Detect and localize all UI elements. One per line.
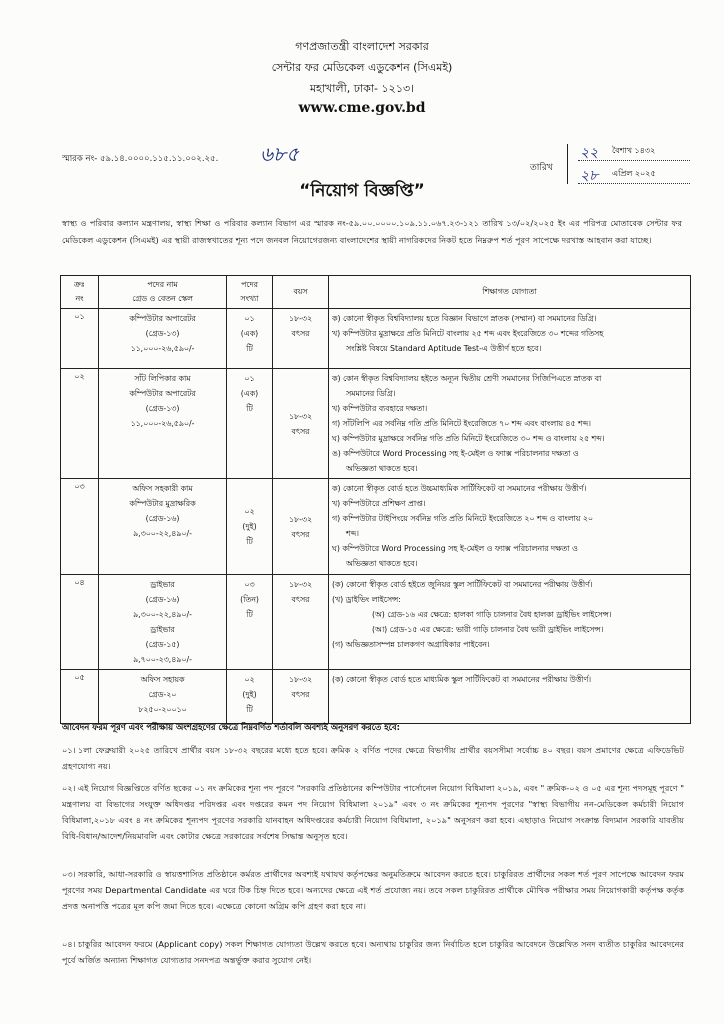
row-post: অফিস সহায়ক গ্রেড-২০ ৮২৫০-২০০১০ [99, 670, 227, 724]
rule-text: ১লা ফেব্রুয়ারী ২০২৫ তারিখে প্রার্থীর বয়স ১৮-৩২ বছরের মধ্যে হতে হবে। ক্রমিক ২ বর্ণিত পদের ক্ষেত্রে বিভাগীয় প্রার্থীর বয়সসীমা সর্বোচ্চ ৪০ বছর। বয়স প্রমাণের ক্ষেত্রে এফিডেভিট গ্রহণযোগ্য নয়। [62, 745, 684, 771]
header-post: পদের নাম গ্রেড ও বেতন স্কেল [99, 276, 227, 309]
row-count: ০৩ (তিন) টি [227, 575, 273, 670]
date-label: তারিখ [530, 163, 553, 173]
rule-item [62, 780, 684, 844]
header-count: পদের সংখ্যা [227, 276, 273, 309]
date-bangla-day: ২২ [580, 145, 599, 161]
org-website[interactable]: www.cme.gov.bd [298, 100, 426, 116]
rule-number: ০৪। [62, 939, 76, 949]
date-bangla-month: বৈশাখ ১৪৩২ [612, 146, 656, 155]
rule-number: ০২। [62, 783, 76, 793]
rule-item [62, 742, 684, 774]
row-count: ০১ (এক) টি [227, 309, 273, 369]
date-divider [578, 160, 690, 161]
intro-paragraph: স্বাস্থ্য ও পরিবার কল্যান মন্ত্রণালয়, স্বাস্থ্য শিক্ষা ও পরিবার কল্যান বিভাগ এর স্মারক নং-৫৯.০০.০০০০.১০৯.১১.০৬৭.২৩-১২১ তারিখ ১৩/০২/২০২৫ ইং এর পরিপত্র মোতাবেক সেন্টার ফর মেডিকেল এডুকেশন (সিএমই) এর স্থায়ী রাজস্বখাতের শূন্য পদে জনবল নিয়োগেরজন্য বাংলাদেশের স্থায়ী নাগরিকদের নিকট হতে নিম্নরুপ শর্ত পূরণ সাপেক্ষে দরখাস্ত আহবান করা যাচ্ছে। [62, 218, 682, 245]
row-serial: ০২ [61, 369, 99, 479]
row-count: ০২ (দুই) টি [227, 479, 273, 575]
row-age: ১৮-৩২ বৎসর [273, 479, 329, 575]
row-qualification: (ক) কোনো স্বীকৃত বোর্ড হতে মাধ্যমিক স্কুল সার্টিফিকেট বা সমমানের পরীক্ষায় উত্তীর্ণ। [329, 670, 691, 724]
rule-text: সরকারি, আধা-সরকারি ও স্বায়ত্তশাসিত প্রতিষ্ঠানে কর্মরত প্রার্থীদের অবশ্যই যথাযথ কর্তৃপক্ষের অনুমতিক্রমে আবেদন করতে হবে। চাকুরিরত প্রার্থীদের সকল শর্ত পূরণ সাপেক্ষে আবেদন ফরম পূরণের সময় Departmental Candidate এর ঘরে টিক চিহ্ন দিতে হবে। অন্যদের ক্ষেত্রে এই শর্ত প্রযোজ্য নয়। তবে সকল চাকুরিরত প্রার্থীকে মৌখিক পরীক্ষার সময় নিয়োগকারী কর্তৃপক্ষ কর্তৃক প্রদত্ত অনাপত্তি পত্রের মূল কপি জমা দিতে হবে। এক্ষেত্রে কোনো অগ্রিম কপি গ্রহণ করা হবে না। [62, 869, 684, 911]
notice-title: “নিয়োগ বিজ্ঞপ্তি” [299, 181, 425, 201]
org-name: সেন্টার ফর মেডিকেল এডুকেশন (সিএমই) [271, 61, 453, 74]
rules-title: আবেদন ফরম পূরণ এবং পরীক্ষায় অংশগ্রহণের ক্ষেত্রে নিম্নবর্ণিত শর্তাবলি অবশ্যই অনুসরণ করতে হবে: [62, 722, 401, 732]
row-age: ১৮-৩২ বৎসর [273, 670, 329, 724]
row-age: ১৮-৩২ বৎসর [273, 309, 329, 369]
rule-text: এই নিয়োগ বিজ্ঞপ্তিতে বর্ণিত ছকের ০১ নং ক্রমিকের শূন্য পদ পূরণে "সরকারি প্রতিষ্ঠানের কম্পিউটার পার্সোনেল নিয়োগ বিধিমালা ২০১৯, এবং " ক্রমিক-০২ ও ০৫ এর শূন্য পদসমূহ পূরণে " মন্ত্রণালয় বা বিভাগের সংযুক্ত অধিদপ্তর পরিদপ্তর এবং দপ্তরের কমন পদ নিয়োগ বিধিমালা ২০১৯" এবং ৩ নং ক্রমিকের শূন্যপদ পূরণের "স্বাস্থ্য বিভাগীয় নন-মেডিকেল কর্মচারী নিয়োগ বিধিমালা,২০১৮ এবং ৪ নং ক্রমিকের শূন্যপদ পূরণের সরকারি যানবাহন অধিদপ্তরের কর্মচারী নিয়োগ বিধিমালা, ২০১৯" অনুসরণ করা হবে। এছাড়াও নিয়োগ সংক্রান্ত বিদ্যমান সরকারি যাবতীয় বিধি-বিধান/আদেশ/নিয়মাবলি এবং কোটার ক্ষেত্রে সরকারের সর্বশেষ সিদ্ধান্ত অনুসৃত হবে। [62, 783, 684, 841]
rule-item [62, 936, 684, 968]
table-row [61, 369, 691, 479]
vacancy-table [60, 275, 691, 724]
row-serial: ০৩ [61, 479, 99, 575]
memo-number: স্মারক নং- ৫৯.১৪.০০০০.১১৫.১১.০০২.২৫. [62, 154, 219, 164]
row-count: ০১ (এক) টি [227, 369, 273, 479]
header-serial: ক্রঃ নং [61, 276, 99, 309]
row-qualification: ক) কোন স্বীকৃত বিশ্ববিদ্যালয় হইতে অন্যূন দ্বিতীয় শ্রেণী সমমানের সিজিপিএতে স্নাতক বা সমমানের ডিগ্রি। খ) কম্পিউটার ব্যবহারে দক্ষতা। গ) সাঁটলিপি এর সর্বনিম্ন গতি প্রতি মিনিটে ইংরেজিতে ৭০ শব্দ এবং বাংলায় ৪৫ শব্দ। ঘ) কম্পিউটার মুদ্রাক্ষরে সর্বনিম্ন গতি প্রতি মিনিটে ইংরেজিতে ৩০ শব্দ ও বাংলায় ২৫ শব্দ। ঙ) কম্পিউটারে Word Processing সহ ই-মেইল ও ফ্যাক্স পরিচালনার দক্ষতা ও অভিজ্ঞতা থাকতে হবে। [329, 369, 691, 479]
row-serial: ০৪ [61, 575, 99, 670]
row-serial: ০৫ [61, 670, 99, 724]
table-row [61, 309, 691, 369]
date-english-day: ২৮ [580, 168, 599, 184]
date-english-month: এপ্রিল ২০২৫ [612, 169, 656, 178]
row-serial: ০১ [61, 309, 99, 369]
table-row [61, 479, 691, 575]
row-post: কম্পিউটার অপারেটর (গ্রেড-১৩) ১১,০০০-২৬,৫৯০/- [99, 309, 227, 369]
row-qualification: (ক) কোনো স্বীকৃত বোর্ড হইতে জুনিয়র স্কুল সার্টিফিকেট বা সমমানের পরীক্ষায় উত্তীর্ণ। (খ) ড্রাইভিং লাইসেন্স: (অ) গ্রেড-১৬ এর ক্ষেত্রে: হালকা গাড়ি চালনার বৈধ হালকা ড্রাইভিং লাইসেন্স। (আ) গ্রেড-১৫ এর ক্ষেত্রে: ভারী গাড়ি চালনার বৈধ ভারী ড্রাইভিং লাইসেন্স। (গ) অভিজ্ঞতাসম্পন্ন চালকগণ অগ্রাধিকার পাইবেন। [329, 575, 691, 670]
row-qualification: ক) কোনো স্বীকৃত বোর্ড হতে উচ্চমাধ্যমিক সার্টিফিকেট বা সমমানের পরীক্ষায় উত্তীর্ণ। খ) কম্পিউটারে প্রশিক্ষণ প্রাপ্ত। গ) কম্পিউটার টাইপিংয়ে সর্বনিম্ন গতি প্রতি মিনিটে ইংরেজিতে ২০ শব্দ ও বাংলায় ২০ শব্দ। ঘ) কম্পিউটারে Word Processing সহ ই-মেইল ও ফ্যাক্স পরিচালনার দক্ষতা ও অভিজ্ঞতা থাকতে হবে। [329, 479, 691, 575]
rule-number: ০৩। [62, 869, 76, 879]
row-age: ১৮-৩২ বৎসর [273, 575, 329, 670]
row-qualification: ক) কোনো স্বীকৃত বিশ্ববিদ্যালয় হতে বিজ্ঞান বিভাগে স্নাতক (সম্মান) বা সমমানের ডিগ্রি। খ) কম্পিউটার মুদ্রাক্ষরে প্রতি মিনিটে বাংলায় ২৫ শব্দ এবং ইংরেজিতে ৩০ শব্দের গতিসহ সংশ্লিষ্ট বিষয়ে Standard Aptitude Test-এ উত্তীর্ণ হতে হবে। [329, 309, 691, 369]
memo-handwritten-number: ৬৮৫ [260, 142, 299, 166]
table-row [61, 670, 691, 724]
rule-text: চাকুরির আবেদন ফরমে (Applicant copy) সকল শিক্ষাগত যোগ্যতা উল্লেখ করতে হবে। অন্যথায় চাকুরির জন্য নির্বাচিত হলে চাকুরির আবেদনে উল্লেখিত সনদ ব্যতীত চাকুরির আবেদনের পূর্বে অর্জিত অন্যান্য শিক্ষাগত যোগ্যতার সনদপত্র অন্তর্ভুক্ত করার সুযোগ নেই। [62, 939, 684, 965]
table-row [61, 575, 691, 670]
row-post: অফিস সহকারী কাম কম্পিউটার মুদ্রাক্ষরিক (গ্রেড-১৬) ৯,৩০০-২২,৪৯০/- [99, 479, 227, 575]
row-age: ১৮-৩২ বৎসর [273, 369, 329, 479]
govt-name: গণপ্রজাতন্ত্রী বাংলাদেশ সরকার [295, 40, 429, 53]
row-count: ০২ (দুই) টি [227, 670, 273, 724]
header-qualification: শিক্ষাগত যোগ্যতা [329, 276, 691, 309]
rule-item [62, 866, 684, 914]
table-header-row [61, 276, 691, 309]
rule-number: ০১। [62, 745, 76, 755]
header-age: বয়স [273, 276, 329, 309]
org-address: মহাখালী, ঢাকা- ১২১৩। [309, 82, 415, 95]
row-post: সাঁট লিপিকার কাম কম্পিউটার অপারেটর (গ্রেড-১৩) ১১,০০০-২৬,৫৯০/- [99, 369, 227, 479]
row-post: ড্রাইভার (গ্রেড-১৬) ৯,৩০০-২২,৪৯০/- ড্রাইভার (গ্রেড-১৫) ৯,৭০০-২৩,৪৯০/- [99, 575, 227, 670]
